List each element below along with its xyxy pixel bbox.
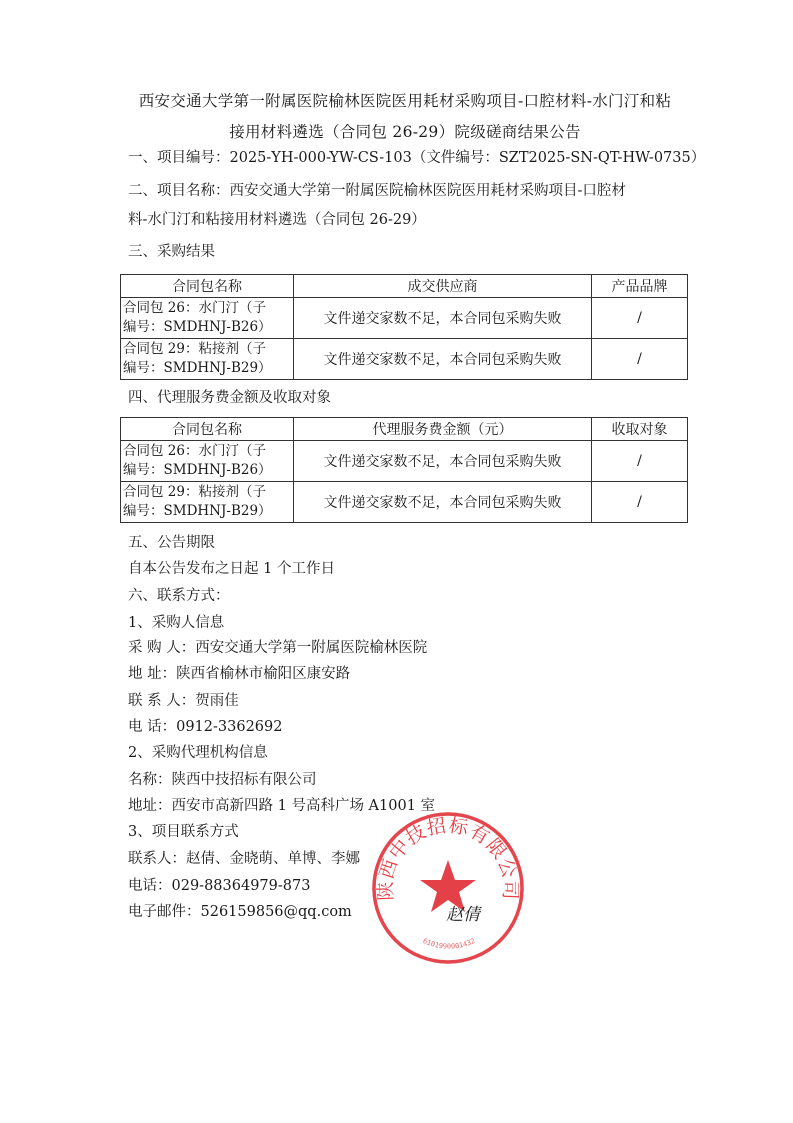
table-row <box>121 441 688 482</box>
handwritten-signature: 赵倩 <box>446 905 480 925</box>
table-row <box>121 482 688 523</box>
purchaser-info-heading: 1、采购人信息 <box>128 615 225 631</box>
brand-cell: / <box>592 298 688 339</box>
seal-serial: 6101990001432 <box>421 936 477 951</box>
package-cell <box>121 298 294 339</box>
purchaser-address: 地 址：陕西省榆林市榆阳区康安路 <box>128 666 351 682</box>
package-cell <box>121 339 294 380</box>
payer-cell: / <box>592 482 688 523</box>
project-name-line-1: 二、项目名称：西安交通大学第一附属医院榆林医院医用耗材采购项目-口腔材 <box>128 183 626 199</box>
project-number: 一、项目编号：2025-YH-000-YW-CS-103（文件编号：SZT2025-SN-QT-HW-0735） <box>128 150 706 166</box>
purchaser-name: 采 购 人：西安交通大学第一附属医院榆林医院 <box>128 640 428 656</box>
supplier-cell: 文件递交家数不足，本合同包采购失败 <box>294 339 592 380</box>
brand-cell: / <box>592 339 688 380</box>
document-title <box>120 86 690 148</box>
package-name-line-1: 合同包 29：粘接剂（子 <box>123 484 266 500</box>
header-payer: 收取对象 <box>592 418 688 441</box>
package-cell <box>121 441 294 482</box>
table-row <box>121 339 688 380</box>
header-package: 合同包名称 <box>121 275 294 298</box>
section-agency-fee: 四、代理服务费金额及收取对象 <box>128 390 331 406</box>
agency-name: 名称：陕西中技招标有限公司 <box>128 772 317 788</box>
section-notice-period: 五、公告期限 <box>128 535 215 551</box>
project-contact-heading: 3、项目联系方式 <box>128 824 239 840</box>
seal-org-text: 陕西中技招标有限公司 <box>374 814 522 901</box>
project-phone: 电话：029-88364979-873 <box>128 878 311 894</box>
package-name-line-2: 编号：SMDHNJ-B26） <box>123 462 272 478</box>
purchaser-phone: 电 话：0912-3362692 <box>128 719 283 735</box>
header-brand: 产品品牌 <box>592 275 688 298</box>
package-name-line-1: 合同包 29：粘接剂（子 <box>123 341 266 357</box>
agency-address: 地址：西安市高新四路 1 号高科广场 A1001 室 <box>128 798 436 814</box>
header-package: 合同包名称 <box>121 418 294 441</box>
table-header-row <box>121 275 688 298</box>
package-name-line-1: 合同包 26：水门汀（子 <box>123 443 266 459</box>
package-cell <box>121 482 294 523</box>
agency-info-heading: 2、采购代理机构信息 <box>128 745 268 761</box>
title-line-2: 接用材料遴选（合同包 26-29）院级磋商结果公告 <box>229 123 581 141</box>
project-name-line-2: 料-水门汀和粘接用材料遴选（合同包 26-29） <box>128 212 426 228</box>
header-supplier: 成交供应商 <box>294 275 592 298</box>
fee-cell: 文件递交家数不足，本合同包采购失败 <box>294 441 592 482</box>
fee-cell: 文件递交家数不足，本合同包采购失败 <box>294 482 592 523</box>
result-table <box>120 274 688 380</box>
package-name-line-2: 编号：SMDHNJ-B26） <box>123 319 272 335</box>
fee-table <box>120 417 688 523</box>
package-name-line-1: 合同包 26：水门汀（子 <box>123 300 266 316</box>
payer-cell: / <box>592 441 688 482</box>
title-line-1: 西安交通大学第一附属医院榆林医院医用耗材采购项目-口腔材料-水门汀和粘 <box>138 92 672 110</box>
project-contact-persons: 联系人：赵倩、金晓萌、单博、李娜 <box>128 851 360 867</box>
project-email: 电子邮件：526159856@qq.com <box>128 904 352 920</box>
notice-period-text: 自本公告发布之日起 1 个工作日 <box>128 561 335 577</box>
svg-text:6101990001432 <box>422 937 477 951</box>
section-purchase-result: 三、采购结果 <box>128 244 215 260</box>
table-header-row <box>121 418 688 441</box>
header-fee: 代理服务费金额（元） <box>294 418 592 441</box>
section-contact: 六、联系方式： <box>128 588 230 604</box>
table-row <box>121 298 688 339</box>
purchaser-contact: 联 系 人：贺雨佳 <box>128 693 239 709</box>
package-name-line-2: 编号：SMDHNJ-B29） <box>123 503 272 519</box>
package-name-line-2: 编号：SMDHNJ-B29） <box>123 360 272 376</box>
supplier-cell: 文件递交家数不足，本合同包采购失败 <box>294 298 592 339</box>
company-seal-icon <box>368 808 528 968</box>
